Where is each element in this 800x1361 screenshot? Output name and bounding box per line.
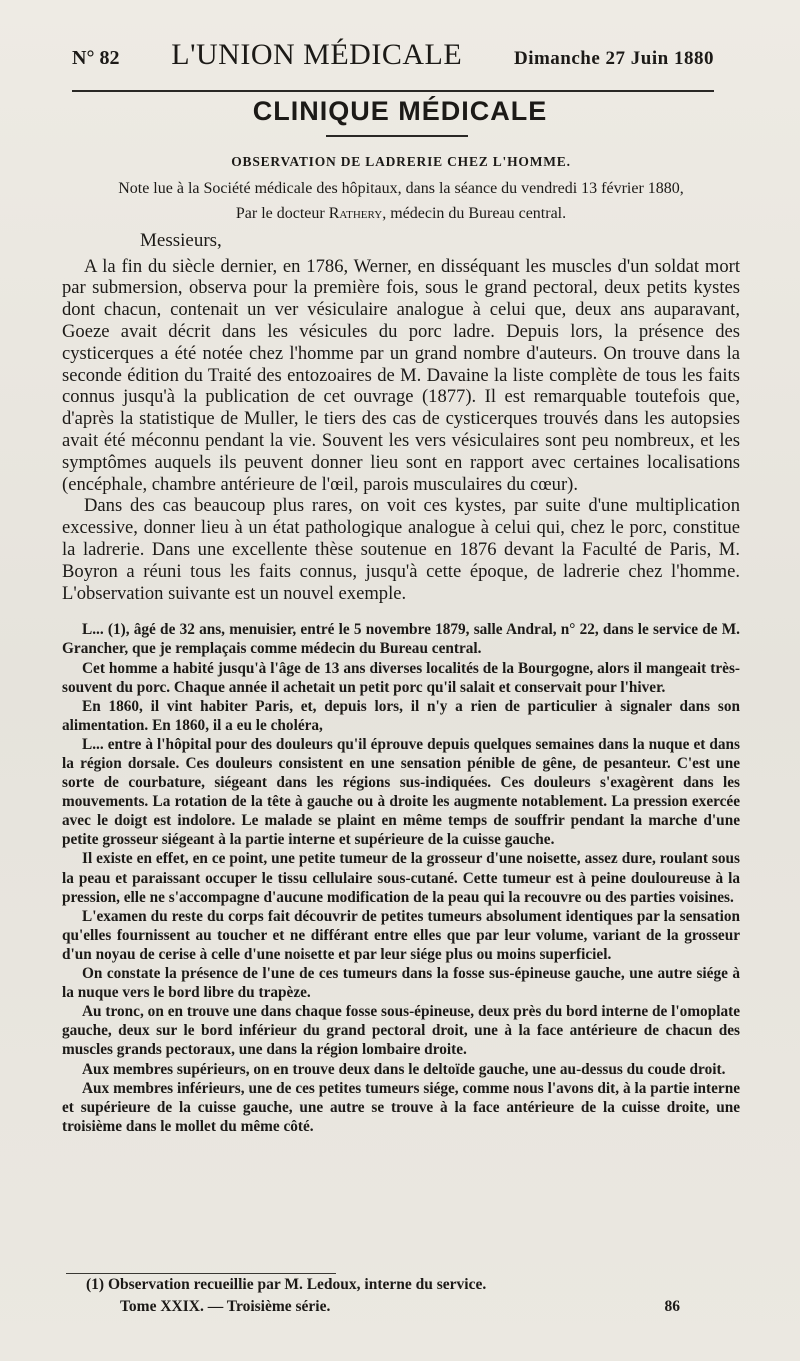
volume-info: Tome XXIX. — Troisième série. [120,1298,331,1315]
article-body [62,147,740,1136]
observation-paragraph: L... entre à l'hôpital pour des douleurs qu'il éprouve depuis quelques semaines dans la nuque et dans la région dorsale. Ces douleurs consistent en une sensation pénible de gêne, de pesanteur. C'est une sorte de courbature, siégeant dans les régions sus-indiquées. Ces douleurs s'exagèrent dans les mouvements. La rotation de la tête à gauche ou à droite les augmente notablement. La pression exercée avec le doigt est indolore. Le malade se plaint en même temps de souffrir pendant la marche d'une petite grosseur siégeant à la partie interne et supérieure de la cuisse gauche. [62,735,740,849]
page-number: 86 [664,1298,680,1315]
footnote-rule [66,1273,336,1274]
observation-paragraph: Il existe en effet, en ce point, une petite tumeur de la grosseur d'une noisette, assez dure, roulant sous la peau et paraissant occuper le tissu cellulaire sous-cutané. Cette tumeur est à peine douloureuse à la pression, elle ne s'accompagne d'aucune modification de la peau qui la recouvre ou des parties voisines. [62,850,740,906]
greeting: Messieurs, [140,230,222,252]
observation-paragraph: Au tronc, on en trouve une dans chaque fosse sous-épineuse, deux près du bord interne de l'omoplate gauche, deux sur le bord inférieur du grand pectoral droit, une à la face antérieure de chacun des muscles grands pectoraux, une dans la région lombaire droite. [62,1003,740,1059]
article-title: OBSERVATION DE LADRERIE CHEZ L'HOMME. [231,154,571,169]
article-author [62,204,740,224]
observation-paragraph: On constate la présence de l'une de ces tumeurs dans la fosse sus-épineuse gauche, une autre siége à la nuque vers le bord libre du trapèze. [62,965,740,1002]
title-rule [326,135,468,137]
issue-number: N° 82 [72,47,120,69]
observation-section [62,620,740,1136]
observation-paragraph: Aux membres inférieurs, une de ces petites tumeurs siége, comme nous l'avons dit, à la partie interne et supérieure de la cuisse gauche, une autre se trouve à la face antérieure de la cuisse droite, une troisième dans le mollet du même côté. [62,1079,740,1135]
intro-paragraph: A la fin du siècle dernier, en 1786, Werner, en disséquant les muscles d'un soldat mort par submersion, observa pour la première fois, sous le grand pectoral, deux petits kystes dont chacun, contenait un ver vésiculaire analogue à celui que, deux ans auparavant, Goeze avait décrit dans les vésicules du porc ladre. Depuis lors, la présence des cysticerques a été notée chez l'homme par un grand nombre d'auteurs. On trouve dans la seconde édition du Traité des entozoaires de M. Davaine la liste complète de tous les faits connus jusqu'à la publication de cet ouvrage (1877). Il est remarquable toutefois que, d'après la statistique de Muller, le tiers des cas de cysticerques trouvés dans les autopsies avait été méconnu pendant la vie. Souvent les vers vésiculaires sont peu nombreux, et les symptômes auquels ils peuvent donner lieu sont en rapport avec certaines localisations (encéphale, chambre antérieure de l'œil, parois musculaires du cœur). [62,255,740,495]
section-title: CLINIQUE MÉDICALE [252,96,548,126]
observation-paragraph: Cet homme a habité jusqu'à l'âge de 13 ans diverses localités de la Bourgogne, alors il mangeait très-souvent du porc. Chaque année il achetait un petit porc qu'il salait et conservait pour l'hiver. [62,659,740,696]
intro-section [62,256,740,605]
author-name: Rathery [328,205,383,223]
footnote: (1) Observation recueillie par M. Ledoux, interne du service. [86,1276,487,1293]
intro-paragraph: Dans des cas beaucoup plus rares, on voit ces kystes, par suite d'une multiplication excessive, donner lieu à un état pathologique analogue à celui qui, chez le porc, constitue la ladrerie. Dans une excellente thèse soutenue en 1876 devant la Faculté de Paris, M. Boyron a réuni tous les faits connus, jusqu'à cette époque, de ladrerie chez l'homme. L'observation suivante est un nouvel exemple. [62,495,740,604]
page-footer [120,1298,680,1316]
observation-paragraph: Aux membres supérieurs, on en trouve deux dans le deltoïde gauche, une au-dessus du coude droit. [82,1060,726,1078]
journal-title: L'UNION MÉDICALE [171,38,463,71]
observation-paragraph: L... (1), âgé de 32 ans, menuisier, entré le 5 novembre 1879, salle Andral, n° 22, dans le service de M. Grancher, que je remplaçais comme médecin du Bureau central. [62,621,740,658]
article-note: Note lue à la Société médicale des hôpitaux, dans la séance du vendredi 13 février 1880, [118,180,684,198]
observation-paragraph: L'examen du reste du corps fait découvrir de petites tumeurs absolument identiques par la sensation qu'elles fournissent au toucher et ne différant entre elles que par leur volume, variant de la grosseur d'un noyau de cerise à celle d'une noisette et par leur siége plus ou moins superficiel. [62,907,740,963]
issue-date: Dimanche 27 Juin 1880 [513,48,714,69]
observation-paragraph: En 1860, il vint habiter Paris, et, depuis lors, il n'y a rien de particulier à signaler dans son alimentation. En 1860, il a eu le choléra, [62,697,740,734]
page-header [72,38,714,92]
author-suffix: , médecin du Bureau central. [382,205,567,223]
author-prefix: Par le docteur [235,205,325,223]
